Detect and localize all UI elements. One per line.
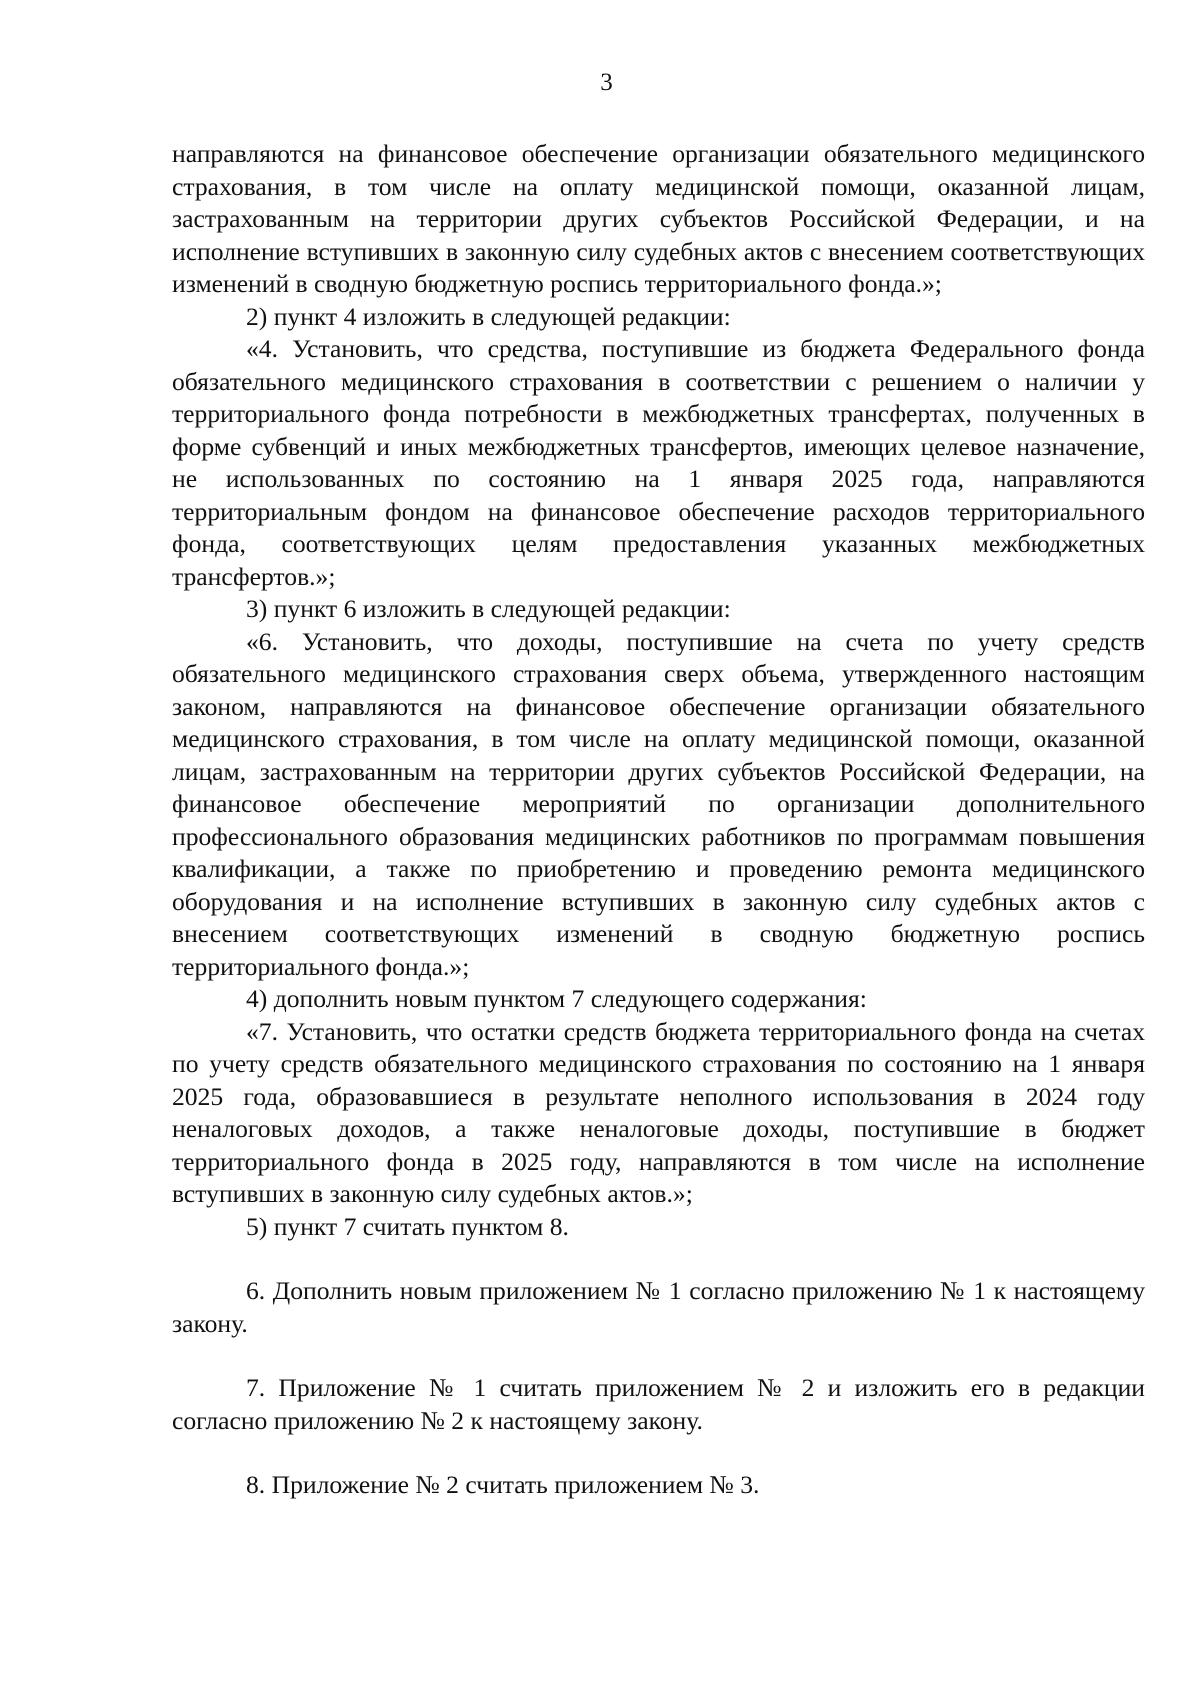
paragraph-item-2: 2) пункт 4 изложить в следующей редакции:: [246, 301, 731, 331]
paragraph-clause-7: «7. Установить, что остатки средств бюджета территориального фонда на счетах по учету средств обязательного медицинского страхования по состоянию на 1 января 2025 года, образовавшиеся в результате неполного использования в 2024 году неналоговых доходов, а также неналоговые доходы, поступившие в бюджет территориального фонда в 2025 году, направляются в том числе на исполнение вступивших в законную силу судебных актов.»;: [172, 1016, 1145, 1208]
paragraph-section-7: 7. Приложение № 1 считать приложением № 2 и изложить его в редакции согласно приложению № 2 к настоящему закону.: [172, 1373, 1145, 1435]
page-number: 3: [600, 69, 613, 96]
paragraph-item-5: 5) пункт 7 считать пунктом 8.: [246, 1211, 569, 1241]
paragraph-clause-6: «6. Установить, что доходы, поступившие на счета по учету средств обязательного медицинского страхования сверх объема, утвержденного настоящим законом, направляются на финансовое обеспечение организации обязательного медицинского страхования, в том числе на оплату медицинской помощи, оказанной лицам, застрахованным на территории других субъектов Российской Федерации, на финансовое обеспечение мероприятий по организации дополнительного профессионального образования медицинских работников по программам повышения квалификации, а также по приобретению и проведению ремонта медицинского оборудования и на исполнение вступивших в законную силу судебных актов с внесением соответствующих изменений в сводную бюджетную роспись территориального фонда.»;: [172, 626, 1145, 981]
paragraph-item-4: 4) дополнить новым пунктом 7 следующего содержания:: [246, 984, 867, 1013]
paragraph-item-3: 3) пункт 6 изложить в следующей редакции:: [246, 594, 731, 623]
paragraph-section-8: 8. Приложение № 2 считать приложением № 3.: [246, 1470, 760, 1499]
paragraph-clause-4: «4. Установить, что средства, поступившие из бюджета Федерального фонда обязательного медицинского страхования в соответствии с решением о наличии у территориального фонда потребности в межбюджетных трансфертах, полученных в форме субвенций и иных межбюджетных трансфертов, имеющих целевое назначение, не использованных по состоянию на 1 января 2025 года, направляются территориальным фондом на финансовое обеспечение расходов территориального фонда, соответствующих целям предоставления указанных межбюджетных трансфертов.»;: [172, 334, 1145, 591]
paragraph-section-6: 6. Дополнить новым приложением № 1 согласно приложению № 1 к настоящему закону.: [172, 1276, 1145, 1338]
document-body: [172, 138, 1145, 1502]
paragraph-continuation: направляются на финансовое обеспечение организации обязательного медицинского страхования, в том числе на оплату медицинской помощи, оказанной лицам, застрахованным на территории других субъектов Российской Федерации, и на исполнение вступивших в законную силу судебных актов с внесением соответствующих изменений в сводную бюджетную роспись территориального фонда.»;: [172, 139, 1145, 298]
